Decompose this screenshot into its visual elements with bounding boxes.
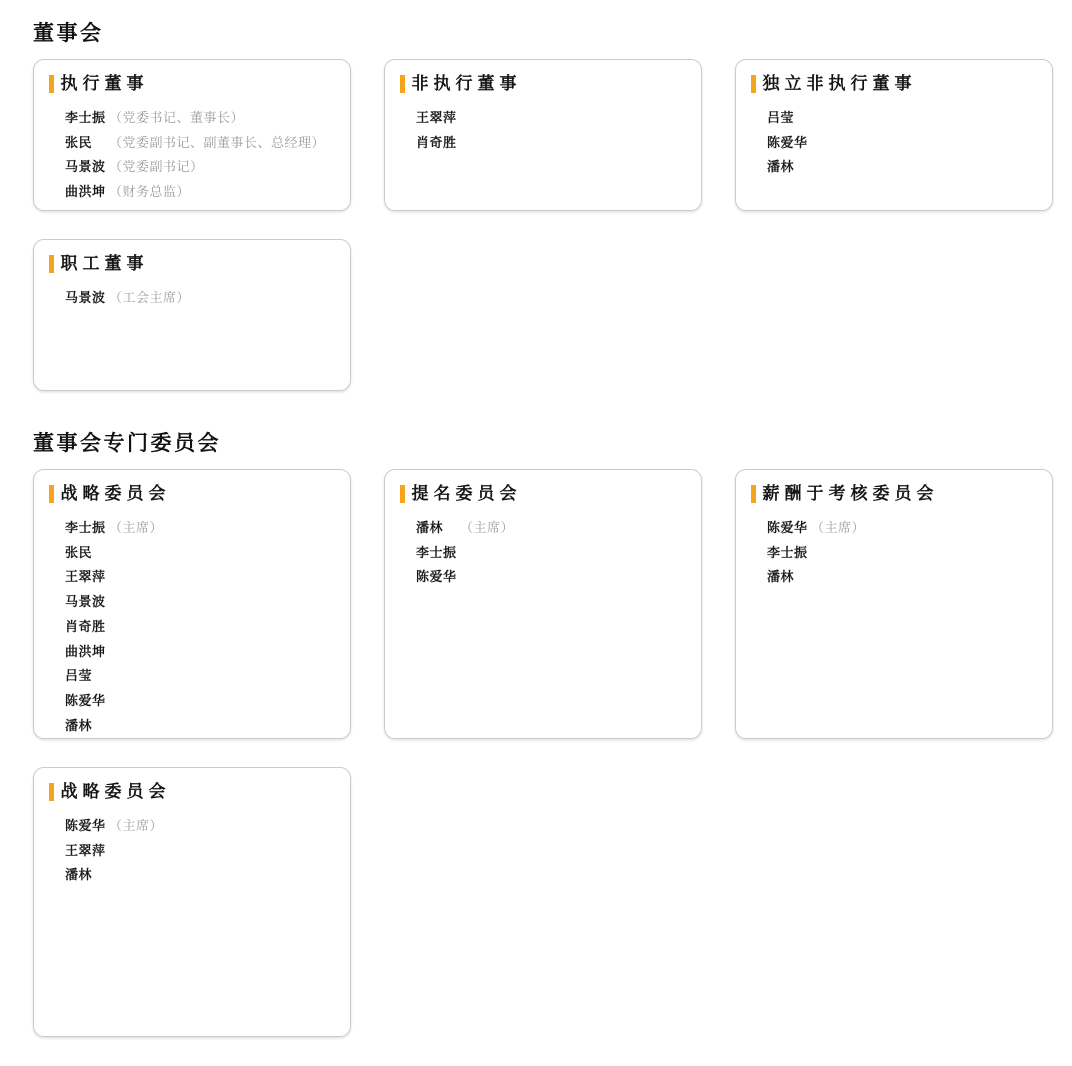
member-role: （工会主席）: [109, 290, 191, 305]
section-committees: [33, 432, 1053, 1037]
member-row: [65, 516, 336, 541]
member-row: [65, 615, 336, 640]
board-cards-grid: [33, 59, 1053, 391]
member-row: [65, 863, 336, 888]
member-list: [65, 106, 336, 205]
section-title-board: 董事会: [33, 22, 104, 45]
member-name: 张民: [65, 544, 93, 560]
card-header: [400, 485, 687, 503]
member-name: 潘林: [767, 159, 795, 175]
member-list: [65, 814, 336, 888]
member-list: [767, 106, 1038, 180]
member-row: [416, 516, 687, 541]
card-strategy-committee-2: [33, 767, 351, 1037]
member-row: [767, 106, 1038, 131]
member-row: [65, 590, 336, 615]
card-nomination-committee: [384, 469, 702, 739]
member-name: 吕莹: [65, 668, 93, 684]
member-name: 李士振: [416, 544, 457, 560]
member-row: [65, 180, 336, 205]
member-row: [416, 565, 687, 590]
accent-bar-icon: [400, 485, 405, 503]
member-row: [65, 839, 336, 864]
member-list: [65, 286, 336, 311]
member-row: [65, 640, 336, 665]
member-row: [65, 106, 336, 131]
member-name: 潘林: [65, 717, 93, 733]
member-name: 曲洪坤: [65, 184, 106, 200]
member-name: 李士振: [767, 544, 808, 560]
member-role: （财务总监）: [109, 184, 191, 200]
member-name: 王翠萍: [65, 569, 106, 585]
card-header: [751, 75, 1038, 93]
member-name: 李士振: [65, 520, 106, 535]
member-name: 陈爱华: [416, 569, 457, 585]
member-row: [65, 155, 336, 180]
member-role: （党委副书记）: [109, 159, 204, 175]
card-strategy-committee: [33, 469, 351, 739]
member-name: 张民: [65, 134, 93, 150]
member-list: [416, 516, 687, 590]
member-role: （主席）: [109, 520, 164, 535]
member-row: [767, 541, 1038, 566]
card-title: 职工董事: [60, 254, 149, 273]
member-name: 肖奇胜: [416, 134, 457, 150]
card-title: 执行董事: [60, 74, 149, 93]
member-name: 曲洪坤: [65, 643, 106, 659]
member-row: [767, 131, 1038, 156]
section-title-committees: 董事会专门委员会: [33, 432, 221, 455]
member-name: 陈爱华: [767, 134, 808, 150]
accent-bar-icon: [49, 783, 54, 801]
accent-bar-icon: [49, 75, 54, 93]
member-name: 潘林: [65, 867, 93, 883]
card-header: [400, 75, 687, 93]
member-row: [416, 541, 687, 566]
member-list: [416, 106, 687, 155]
member-name: 潘林: [416, 520, 444, 535]
member-name: 陈爱华: [65, 692, 106, 708]
member-name: 潘林: [767, 569, 795, 585]
accent-bar-icon: [751, 75, 756, 93]
member-row: [65, 565, 336, 590]
member-row: [65, 689, 336, 714]
committee-cards-grid: [33, 469, 1053, 1037]
accent-bar-icon: [400, 75, 405, 93]
card-executive-directors: [33, 59, 351, 211]
member-name: 马景波: [65, 594, 106, 610]
member-name: 陈爱华: [767, 520, 808, 535]
member-role: （主席）: [109, 818, 164, 833]
member-row: [767, 565, 1038, 590]
member-name: 吕莹: [767, 110, 795, 125]
member-name: 马景波: [65, 159, 106, 175]
member-role: （党委书记、董事长）: [109, 110, 245, 125]
card-title: 非执行董事: [411, 74, 522, 93]
card-independent-non-executive-directors: [735, 59, 1053, 211]
member-row: [65, 286, 336, 311]
card-title: 独立非执行董事: [762, 74, 917, 93]
card-header: [751, 485, 1038, 503]
member-name: 马景波: [65, 290, 106, 305]
member-row: [65, 814, 336, 839]
card-non-executive-directors: [384, 59, 702, 211]
member-row: [767, 155, 1038, 180]
member-row: [65, 131, 336, 156]
member-row: [65, 714, 336, 739]
member-name: 李士振: [65, 110, 106, 125]
card-header: [49, 783, 336, 801]
member-role: （党委副书记、副董事长、总经理）: [109, 134, 326, 150]
member-row: [65, 664, 336, 689]
card-title: 提名委员会: [411, 484, 522, 503]
card-title: 战略委员会: [60, 484, 171, 503]
accent-bar-icon: [751, 485, 756, 503]
accent-bar-icon: [49, 255, 54, 273]
member-row: [65, 541, 336, 566]
card-title: 薪酬于考核委员会: [762, 484, 939, 503]
card-title: 战略委员会: [60, 782, 171, 801]
member-role: （主席）: [460, 520, 515, 535]
member-list: [767, 516, 1038, 590]
member-name: 肖奇胜: [65, 618, 106, 634]
member-row: [767, 516, 1038, 541]
member-list: [65, 516, 336, 738]
member-name: 王翠萍: [416, 110, 457, 125]
card-header: [49, 75, 336, 93]
accent-bar-icon: [49, 485, 54, 503]
card-header: [49, 485, 336, 503]
card-header: [49, 255, 336, 273]
card-remuneration-assessment-committee: [735, 469, 1053, 739]
card-employee-directors: [33, 239, 351, 391]
member-row: [416, 131, 687, 156]
member-name: 王翠萍: [65, 842, 106, 858]
member-row: [416, 106, 687, 131]
member-role: （主席）: [811, 520, 866, 535]
section-board: [33, 22, 1053, 391]
member-name: 陈爱华: [65, 818, 106, 833]
